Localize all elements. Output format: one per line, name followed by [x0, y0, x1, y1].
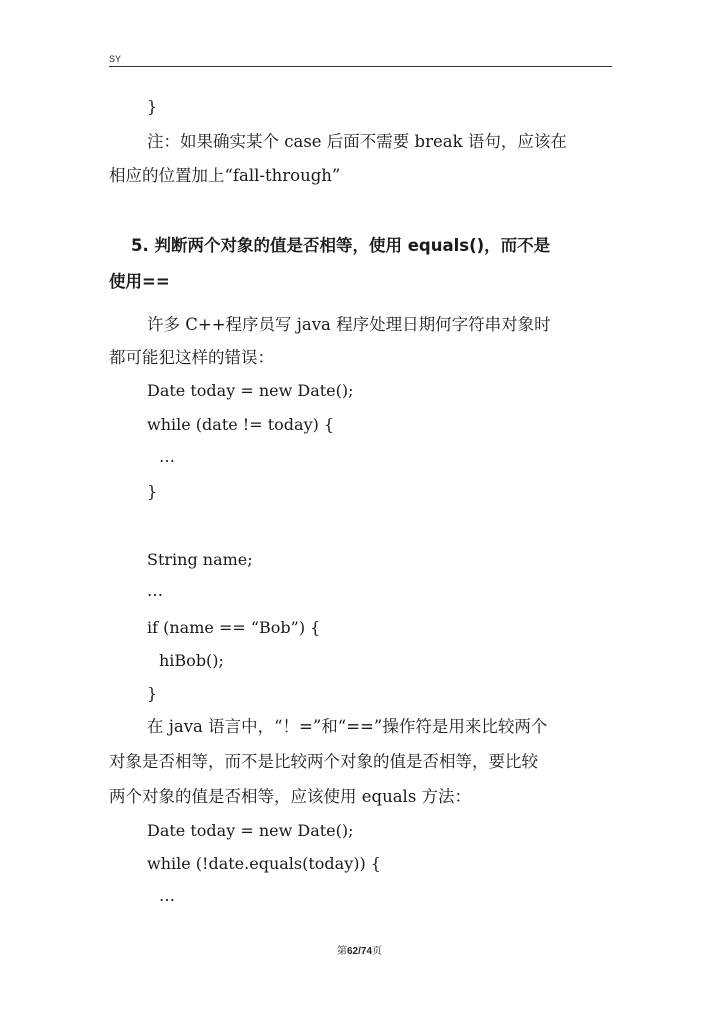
paragraph-2-line-1: 在 java 语言中，“！=”和“==”操作符是用来比较两个 — [147, 717, 548, 736]
code-line: while (!date.equals(today)) { — [147, 854, 381, 873]
code-line: } — [147, 684, 158, 703]
note-line-2: 相应的位置加上“fall-through” — [109, 166, 341, 185]
note-line-1: 注：如果确实某个 case 后面不需要 break 语句，应该在 — [147, 132, 567, 151]
code-line: } — [147, 482, 158, 501]
code-line: while (date != today) { — [147, 415, 335, 434]
page-footer — [0, 942, 719, 957]
header-rule — [109, 66, 612, 67]
code-line: Date today = new Date(); — [147, 821, 354, 840]
closing-brace: } — [147, 97, 158, 116]
section-heading-line-1: 5. 判断两个对象的值是否相等，使用 equals()，而不是 — [131, 236, 551, 255]
paragraph-1-line-1: 许多 C++程序员写 java 程序处理日期何字符串对象时 — [147, 315, 551, 334]
code-line: Date today = new Date(); — [147, 381, 354, 400]
paragraph-1-line-2: 都可能犯这样的错误： — [109, 348, 274, 367]
footer-prefix: 第 — [336, 946, 347, 957]
code-ellipsis: … — [147, 581, 163, 600]
code-line: if (name == “Bob”) { — [147, 618, 321, 637]
paragraph-2-line-2: 对象是否相等，而不是比较两个对象的值是否相等，要比较 — [109, 752, 538, 771]
code-ellipsis: … — [159, 447, 175, 466]
page-number: 62/74 — [346, 946, 373, 957]
code-line: String name; — [147, 550, 253, 569]
header-label: SY — [109, 54, 122, 64]
code-line: hiBob(); — [159, 651, 224, 670]
section-heading-line-2: 使用== — [109, 272, 170, 291]
footer-suffix: 页 — [372, 946, 383, 957]
code-ellipsis: … — [159, 886, 175, 905]
paragraph-2-line-3: 两个对象的值是否相等，应该使用 equals 方法： — [109, 787, 472, 806]
